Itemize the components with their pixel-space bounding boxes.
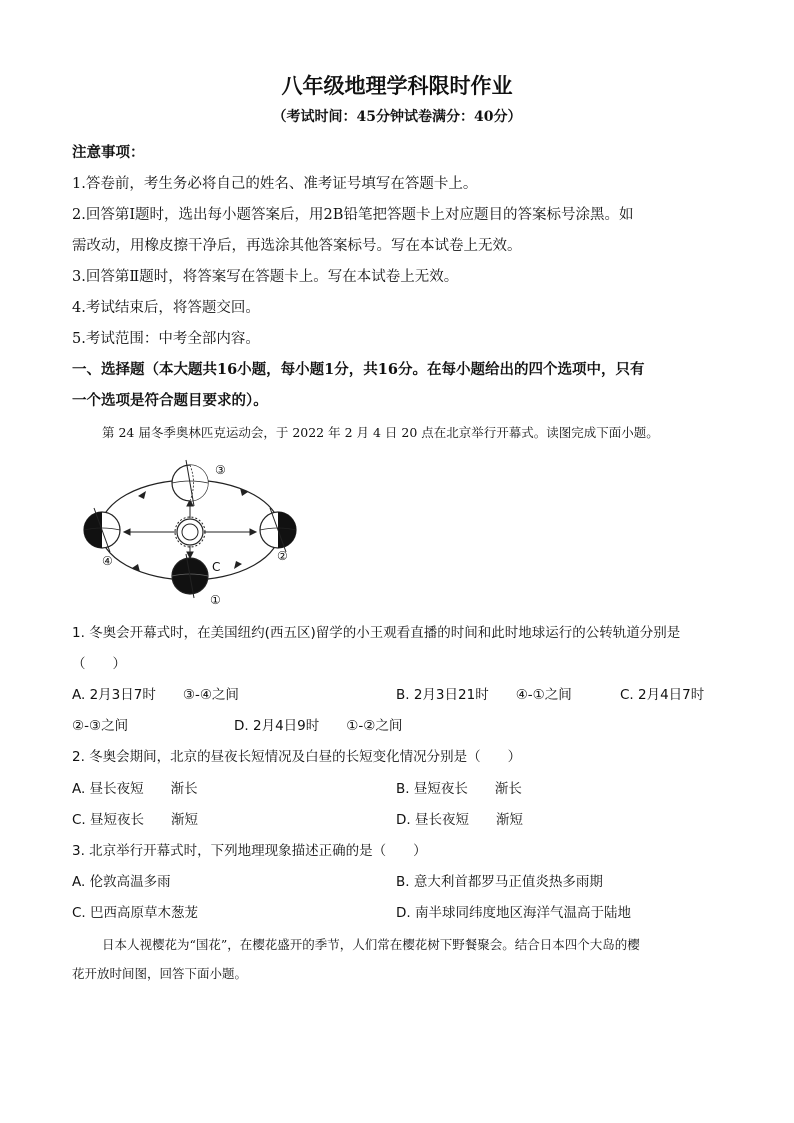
earth-position-3 — [172, 460, 208, 506]
label-position-2: ② — [277, 549, 288, 563]
note-4: 4.考试结束后，将答题交回。 — [72, 300, 260, 316]
q1-option-b[interactable]: B. 2月3日21时 ④-①之间 — [396, 687, 572, 703]
note-3: 3.回答第Ⅱ题时，将答案写在答题卡上。写在本试卷上无效。 — [72, 269, 459, 285]
q2-option-b[interactable]: B. 昼短夜长 渐长 — [396, 781, 522, 797]
section-heading-line-1: 一、选择题（本大题共16小题，每小题1分，共16分。在每小题给出的四个选项中，只有 — [72, 361, 645, 378]
passage-2-line-2: 花开放时间图，回答下面小题。 — [72, 966, 248, 981]
q1-option-c-continued: ②-③之间 — [72, 718, 129, 734]
q2-option-a[interactable]: A. 昼长夜短 渐长 — [72, 781, 198, 797]
q1-option-d[interactable]: D. 2月4日9时 ①-②之间 — [234, 718, 403, 734]
q1-option-c[interactable]: C. 2月4日7时 — [620, 687, 705, 703]
question-2: 2. 冬奥会期间，北京的昼夜长短情况及白昼的长短变化情况分别是（ ） — [72, 749, 522, 765]
earth-position-4 — [84, 508, 120, 552]
sun — [175, 517, 205, 547]
earth-orbit-diagram — [70, 458, 310, 608]
note-1: 1.答卷前，考生务必将自己的姓名、准考证号填写在答题卡上。 — [72, 176, 478, 192]
question-3: 3. 北京举行开幕式时，下列地理现象描述正确的是（ ） — [72, 843, 427, 859]
exam-info: （考试时间：45分钟试卷满分：40分） — [272, 109, 522, 125]
q1-option-a[interactable]: A. 2月3日7时 ③-④之间 — [72, 687, 239, 703]
note-2-line-1: 2.回答第Ⅰ题时，选出每小题答案后，用2B铅笔把答题卡上对应题目的答案标号涂黑。如 — [72, 207, 634, 223]
q3-option-a[interactable]: A. 伦敦高温多雨 — [72, 874, 171, 890]
earth-position-1 — [172, 554, 208, 598]
q2-option-c[interactable]: C. 昼短夜长 渐短 — [72, 812, 199, 828]
question-1-answer-bracket: （ ） — [72, 656, 126, 672]
label-point-c: C — [212, 560, 221, 574]
label-position-1: ① — [210, 593, 221, 607]
question-intro: 第 24 届冬季奥林匹克运动会，于 2022 年 2 月 4 日 20 点在北京举行开幕式。读图完成下面小题。 — [102, 425, 659, 440]
q3-option-c[interactable]: C. 巴西高原草木葱茏 — [72, 905, 199, 921]
q2-option-d[interactable]: D. 昼长夜短 渐短 — [396, 812, 523, 828]
section-heading-line-2: 一个选项是符合题目要求的）。 — [72, 392, 268, 409]
q3-option-b[interactable]: B. 意大利首都罗马正值炎热多雨期 — [396, 874, 603, 890]
notes-heading: 注意事项： — [72, 144, 145, 161]
passage-2-line-1: 日本人视樱花为“国花”，在樱花盛开的季节，人们常在樱花树下野餐聚会。结合日本四个大岛的樱 — [102, 937, 640, 952]
note-5: 5.考试范围：中考全部内容。 — [72, 331, 260, 347]
label-position-3: ③ — [215, 463, 226, 477]
note-2-line-2: 需改动，用橡皮擦干净后，再选涂其他答案标号。写在本试卷上无效。 — [72, 238, 522, 254]
label-position-4: ④ — [102, 554, 113, 568]
earth-position-2 — [260, 508, 296, 552]
page-title: 八年级地理学科限时作业 — [281, 74, 513, 98]
question-1-line-1: 1. 冬奥会开幕式时，在美国纽约(西五区)留学的小王观看直播的时间和此时地球运行的公转轨道分别是 — [72, 625, 681, 641]
q3-option-d[interactable]: D. 南半球同纬度地区海洋气温高于陆地 — [396, 905, 631, 921]
